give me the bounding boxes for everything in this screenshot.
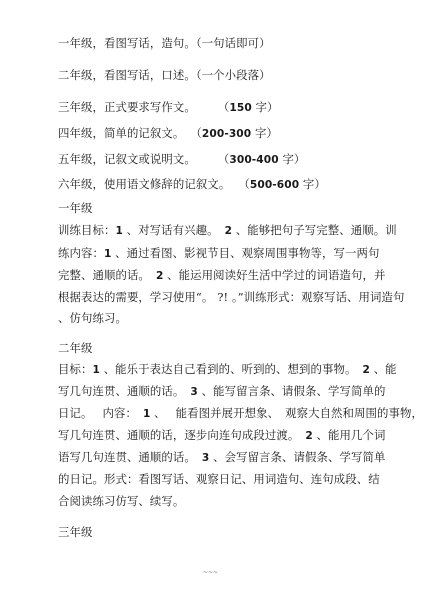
grade2-line <box>58 450 385 465</box>
summary-text: 三年级，正式要求写作文。 <box>58 100 196 114</box>
grade2-line <box>58 384 385 399</box>
grade2-line <box>58 494 184 508</box>
text: 的日记。形式：看图写话、观察日记、用词造句、连句成段、结 <box>58 472 380 486</box>
grade2-line <box>58 406 423 421</box>
text: ?! 。 <box>217 290 238 304</box>
text: 。 <box>201 290 214 304</box>
section-heading-grade2 <box>58 341 92 355</box>
summary-text: 二年级，看图写话，口述。（一个小段落） <box>58 68 271 82</box>
grade2-line <box>58 362 397 377</box>
text: 1 、对写话有兴趣。 <box>115 223 219 237</box>
grade1-line <box>58 290 405 304</box>
text: 日记。 <box>58 406 93 420</box>
label: 训练目标： <box>58 223 116 237</box>
grade1-line <box>58 246 379 261</box>
heading-text: 三年级 <box>58 525 93 539</box>
text: 语写几句连贯、通顺的话。 <box>58 450 196 464</box>
summary-text: 四年级，简单的记叙文。 <box>58 126 185 140</box>
summary-line-grade4 <box>58 126 278 141</box>
text: 观察大自然和周围的事物， <box>285 406 423 420</box>
grade2-line <box>58 428 385 443</box>
text: 写几句连贯、通顺的话，逐步向连句成段过渡。 <box>58 428 300 442</box>
summary-text: 一年级，看图写话，造句。（一句话即可） <box>58 36 271 50</box>
grade1-line <box>58 311 127 325</box>
text: 1 、通过看图、影视节目、观察周围事物等，写一两句 <box>103 246 380 260</box>
summary-line-grade5 <box>58 152 305 167</box>
summary-word-count: （300-400 字） <box>217 152 306 166</box>
label: 内容： <box>102 406 137 420</box>
grade2-line <box>58 472 380 486</box>
text: 能看图并展开想象、 <box>175 406 280 420</box>
text: 1 、 <box>142 406 166 420</box>
text: 2 、能用几个词 <box>305 428 386 442</box>
text: 2 、能 <box>362 362 397 376</box>
heading-text: 一年级 <box>58 201 93 215</box>
summary-word-count: （200-300 字） <box>190 126 278 140</box>
section-heading-grade3 <box>58 525 92 539</box>
text: 完整、通顺的话。 <box>58 268 150 282</box>
label: 目标： <box>58 362 93 376</box>
label: 练内容： <box>58 246 104 260</box>
text: ”训练形式：观察写话、用词造句 <box>237 290 405 304</box>
summary-text: 五年级，记叙文或说明文。 <box>58 152 196 166</box>
text: 根据表达的需要，学习使用“ <box>58 290 202 304</box>
grade1-line <box>58 223 397 238</box>
summary-line-grade6 <box>58 177 326 192</box>
summary-text: 六年级，使用语文修辞的记叙文。 <box>58 177 231 191</box>
summary-word-count: （150 字） <box>217 100 279 114</box>
text: 3 、能写留言条、请假条、学写简单的 <box>190 384 386 398</box>
summary-line-grade1 <box>58 36 271 50</box>
text: 写几句连贯、通顺的话。 <box>58 384 185 398</box>
section-heading-grade1 <box>58 201 92 215</box>
text: 1 、能乐于表达自己看到的、听到的、想到的事物。 <box>92 362 357 376</box>
summary-line-grade2 <box>58 68 271 82</box>
text: 、仿句练习。 <box>58 311 127 325</box>
page-footer-mark: ~~~ <box>203 569 219 576</box>
summary-line-grade3 <box>58 100 279 115</box>
text: 2 、能够把句子写完整、通顺。训 <box>224 223 397 237</box>
text: 2 、能运用阅读好生活中学过的词语造句，并 <box>155 268 386 282</box>
grade1-line <box>58 268 385 283</box>
text: 合阅读练习仿写、续写。 <box>58 494 185 508</box>
summary-word-count: （500-600 字） <box>238 177 326 191</box>
heading-text: 二年级 <box>58 341 93 355</box>
text: 3 、会写留言条、请假条、学写简单 <box>201 450 386 464</box>
